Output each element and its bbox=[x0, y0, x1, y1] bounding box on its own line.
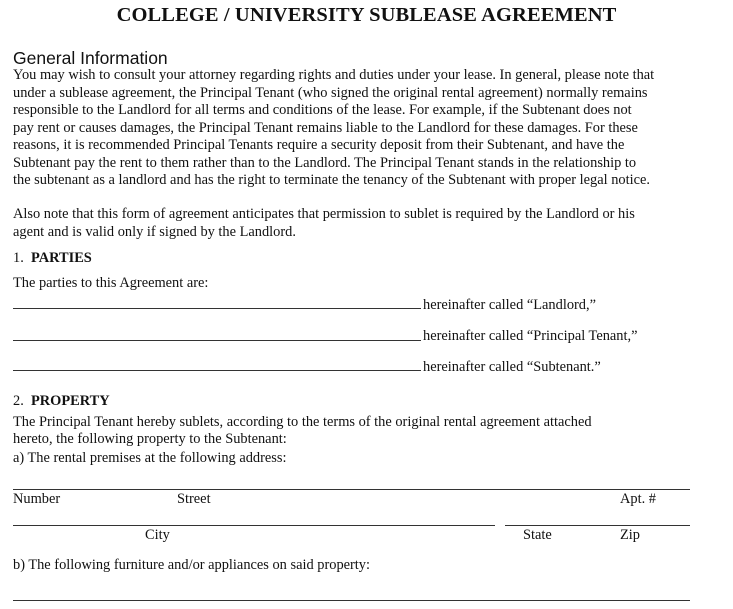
text-line: responsible to the Landlord for all terms and conditions of the lease. For example, if the Subtenant does not bbox=[13, 102, 632, 118]
text-line: the subtenant as a landlord and has the right to terminate the tenancy of the Subtenant with proper legal notice. bbox=[13, 172, 650, 188]
parties-intro: The parties to this Agreement are: bbox=[13, 275, 209, 291]
street-label: Street bbox=[177, 491, 211, 507]
parties-section-heading bbox=[13, 250, 92, 267]
subtenant-name-field[interactable] bbox=[13, 370, 421, 371]
state-zip-field[interactable] bbox=[505, 525, 690, 526]
text-line: agent and is valid only if signed by the Landlord. bbox=[13, 223, 296, 240]
state-label: State bbox=[523, 527, 552, 543]
subtenant-label: hereinafter called “Subtenant.” bbox=[423, 359, 601, 375]
property-intro bbox=[13, 414, 725, 447]
city-field[interactable] bbox=[13, 525, 495, 526]
city-label: City bbox=[145, 527, 170, 543]
zip-label: Zip bbox=[620, 527, 640, 543]
section-title: PARTIES bbox=[31, 250, 92, 266]
principal-tenant-label: hereinafter called “Principal Tenant,” bbox=[423, 328, 638, 344]
general-paragraph-1 bbox=[13, 67, 725, 190]
number-label: Number bbox=[13, 491, 61, 507]
text-line: The Principal Tenant hereby sublets, according to the terms of the original rental agreement attached bbox=[13, 414, 592, 430]
section-title: PROPERTY bbox=[31, 393, 110, 409]
general-information-heading: General Information bbox=[13, 48, 168, 68]
text-line: under a sublease agreement, the Principal Tenant (who signed the original rental agreement) normally remains bbox=[13, 84, 648, 101]
landlord-name-field[interactable] bbox=[13, 308, 421, 309]
item-b-furniture: b) The following furniture and/or appliances on said property: bbox=[13, 557, 371, 573]
general-paragraph-2 bbox=[13, 206, 725, 241]
item-a-rental-premises: a) The rental premises at the following address: bbox=[13, 450, 287, 466]
document-title: COLLEGE / UNIVERSITY SUBLEASE AGREEMENT bbox=[116, 4, 617, 26]
landlord-label: hereinafter called “Landlord,” bbox=[423, 297, 596, 313]
principal-tenant-name-field[interactable] bbox=[13, 340, 421, 341]
text-line: Subtenant pay the rent to them rather than to the Landlord. The Principal Tenant stands in the relationship to bbox=[13, 154, 637, 171]
furniture-field[interactable] bbox=[13, 600, 690, 601]
text-line: reasons, it is recommended Principal Tenants require a security deposit from their Subtenant, and have the bbox=[13, 137, 625, 153]
street-address-field[interactable] bbox=[13, 489, 690, 490]
text-line: hereto, the following property to the Subtenant: bbox=[13, 430, 287, 447]
apt-label: Apt. # bbox=[620, 491, 656, 507]
text-line: pay rent or causes damages, the Principal Tenant remains liable to the Landlord for these damages. For these bbox=[13, 119, 638, 136]
text-line: You may wish to consult your attorney regarding rights and duties under your lease. In general, please note that bbox=[13, 67, 655, 83]
section-number: 1. bbox=[13, 250, 24, 266]
section-number: 2. bbox=[13, 393, 24, 409]
property-section-heading bbox=[13, 393, 110, 410]
text-line: Also note that this form of agreement anticipates that permission to sublet is required by the Landlord or his bbox=[13, 206, 635, 222]
